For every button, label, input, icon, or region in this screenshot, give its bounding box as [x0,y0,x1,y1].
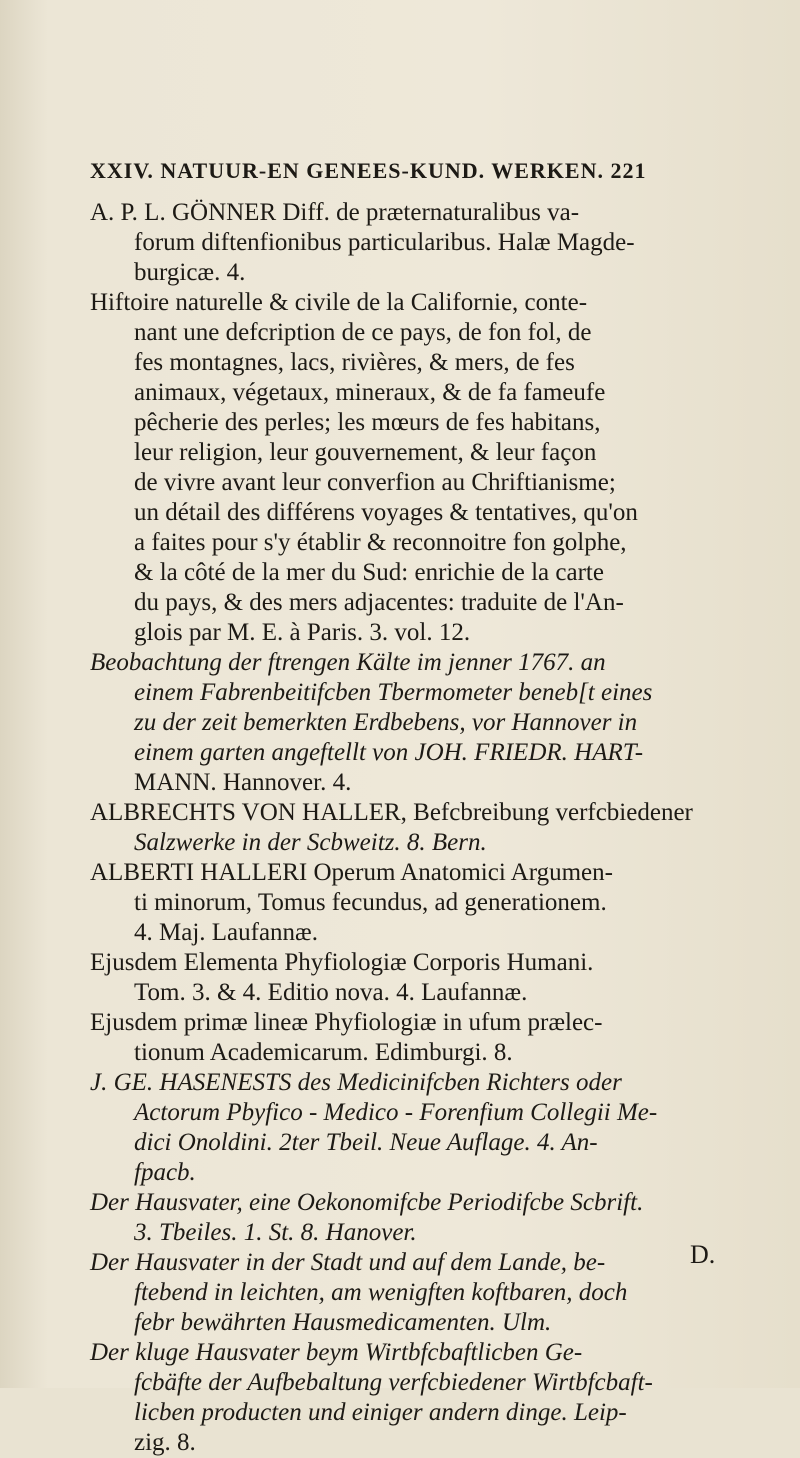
running-head: XXIV. NATUUR-EN GENEES-KUND. WERKEN. 221 [90,158,647,183]
entry-line: leur religion, leur gouvernement, & leur façon [134,439,597,466]
entry-line: zu der zeit bemerkten Erdbebens, vor Hannover in [134,709,638,736]
entry-line: einem Fabrenbeitifcben Tbermometer beneb[t eines [134,679,653,706]
entry-line: dici Onoldini. 2ter Tbeil. Neue Auflage. 4. An- [134,1129,598,1156]
entry-line: glois par M. E. à Paris. 3. vol. 12. [134,619,471,646]
entry-line: 3. Tbeiles. 1. St. 8. Hanover. [134,1219,417,1246]
catchword: D. [690,1240,716,1269]
entry-line: Ejusdem primæ lineæ Phyfiologiæ in ufum prælec- [90,1009,603,1036]
entry-line: forum diftenfionibus particularibus. Halæ Magde- [134,229,635,256]
entry-line: ALBERTI HALLERI Operum Anatomici Argumen- [90,859,613,886]
entry-line: Actorum Pbyfico - Medico - Forenfium Collegii Me- [134,1099,658,1126]
entry-line: 4. Maj. Laufannæ. [134,919,318,946]
entry-line: Der Hausvater in der Stadt und auf dem Lande, be- [90,1249,606,1276]
entry-line: tionum Academicarum. Edimburgi. 8. [134,1039,513,1066]
entry-line: MANN. Hannover. 4. [134,769,352,796]
entry-line: burgicæ. 4. [134,259,246,286]
entry-line: febr bewährten Hausmedicamenten. Ulm. [134,1309,552,1336]
entry-line: ftebend in leichten, am wenigften koftbaren, doch [134,1279,628,1306]
entry-line: & la côté de la mer du Sud: enrichie de la carte [134,559,604,586]
entry-line: nant une defcription de ce pays, de fon fol, de [134,319,592,346]
entry-line: Der Hausvater, eine Oekonomifcbe Periodifcbe Scbrift. [90,1189,644,1216]
entry-line: Der kluge Hausvater beym Wirtbfcbaftlicben Ge- [90,1339,583,1366]
entry-line: einem garten angeftellt von JOH. FRIEDR. HART- [134,739,644,766]
entry-line: fpacb. [134,1159,196,1186]
entry-line: Beobachtung der ftrengen Kälte im jenner 1767. an [90,649,606,676]
entry-line: Tom. 3. & 4. Editio nova. 4. Laufannæ. [134,979,528,1006]
entry-line: Hiftoire naturelle & civile de la Californie, conte- [90,289,588,316]
entry-line: ALBRECHTS VON HALLER, Befcbreibung verfcbiedener [90,799,693,826]
entry-line: du pays, & des mers adjacentes: traduite de l'An- [134,589,624,616]
entry-line: a faites pour s'y établir & reconnoitre fon golphe, [134,529,627,556]
entry-line: zig. 8. [134,1429,196,1456]
entry-line: pêcherie des perles; les mœurs de fes habitans, [134,409,601,436]
entry-line: J. GE. HASENESTS des Medicinifcben Richters oder [90,1069,622,1096]
entry-line: licben producten und einiger andern dinge. Leip- [134,1399,627,1426]
entry-line: A. P. L. GÖNNER Diff. de præternaturalibus va- [90,199,580,226]
entry-line: fcbäfte der Aufbebaltung verfcbiedener Wirtbfcbaft- [134,1369,653,1396]
entry-line: ti minorum, Tomus fecundus, ad generationem. [134,889,607,916]
entry-line: Salzwerke in der Scbweitz. 8. Bern. [134,829,487,856]
entry-line: animaux, végetaux, mineraux, & de fa fameufe [134,379,606,406]
entry-line: fes montagnes, lacs, rivières, & mers, de fes [134,349,575,376]
entry-line: Ejusdem Elementa Phyfiologiæ Corporis Humani. [90,949,594,976]
entry-line: un détail des différens voyages & tentatives, qu'on [134,499,638,526]
entry-line: de vivre avant leur converfion au Chriftianisme; [134,469,616,496]
